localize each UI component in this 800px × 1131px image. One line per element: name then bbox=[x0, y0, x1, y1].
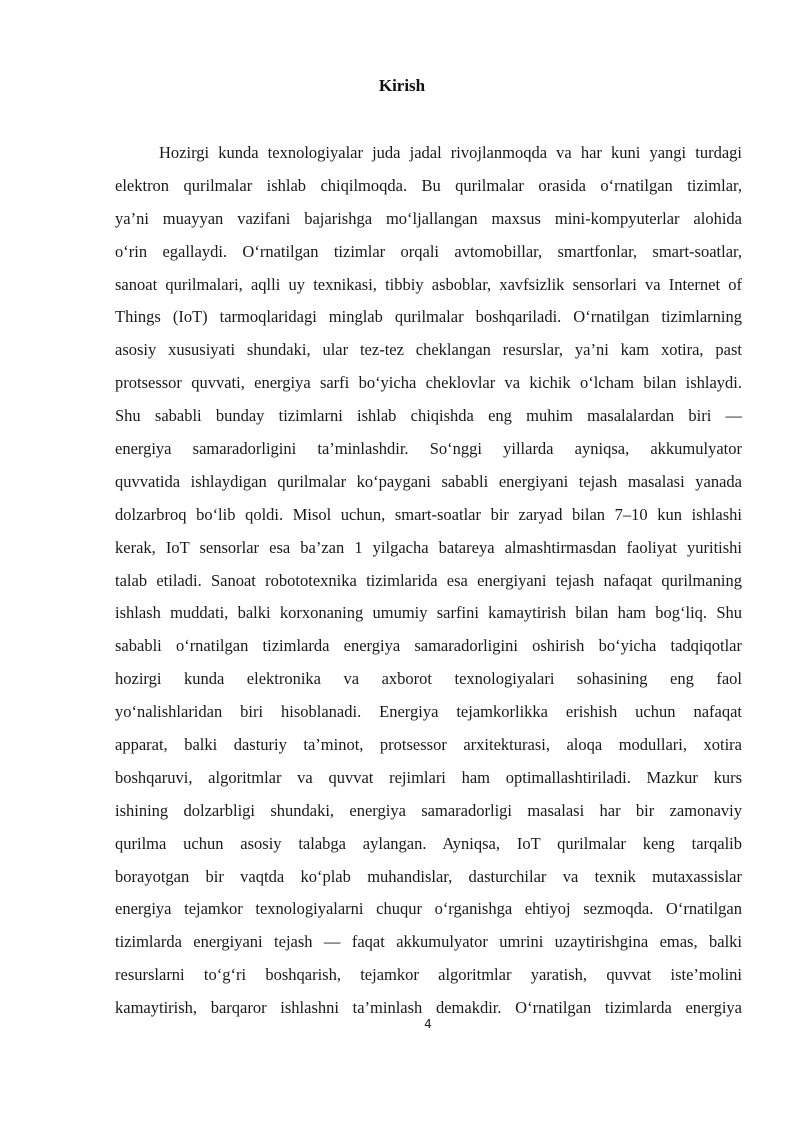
paragraph-line: energiya samaradorligini ta’minlashdir. So‘nggi yillarda ayniqsa, akkumulyator bbox=[115, 439, 742, 459]
paragraph-line: tizimlarda energiyani tejash — faqat akkumulyator umrini uzaytirishgina emas, balki bbox=[115, 932, 742, 952]
paragraph-line: resurslarni to‘g‘ri boshqarish, tejamkor algoritmlar yaratish, quvvat iste’molini bbox=[115, 965, 742, 985]
paragraph-line: boshqaruvi, algoritmlar va quvvat rejimlari ham optimallashtiriladi. Mazkur kurs bbox=[115, 767, 742, 787]
paragraph-line: quvvatida ishlaydigan qurilmalar ko‘paygani sababli energiyani tejash masalasi yanada bbox=[115, 471, 742, 491]
body-paragraph bbox=[115, 137, 742, 1025]
paragraph-line: hozirgi kunda elektronika va axborot texnologiyalari sohasining eng faol bbox=[115, 669, 742, 689]
paragraph-line: ishining dolzarbligi shundaki, energiya samaradorligi masalasi har bir zamonaviy bbox=[115, 800, 742, 820]
paragraph-line: asosiy xususiyati shundaki, ular tez-tez cheklangan resurslar, ya’ni kam xotira, past bbox=[115, 340, 742, 360]
section-title: Kirish bbox=[378, 76, 426, 95]
paragraph-line: sababli o‘rnatilgan tizimlarda energiya samaradorligini oshirish bo‘yicha tadqiqotlar bbox=[115, 636, 742, 656]
paragraph-line: sanoat qurilmalari, aqlli uy texnikasi, tibbiy asboblar, xavfsizlik sensorlari va Internet of bbox=[115, 274, 742, 294]
paragraph-line: o‘rin egallaydi. O‘rnatilgan tizimlar orqali avtomobillar, smartfonlar, smart-soatlar, bbox=[115, 241, 742, 261]
paragraph-line: elektron qurilmalar ishlab chiqilmoqda. Bu qurilmalar orasida o‘rnatilgan tizimlar, bbox=[115, 175, 742, 195]
paragraph-line: ya’ni muayyan vazifani bajarishga mo‘ljallangan maxsus mini-kompyuterlar alohida bbox=[115, 208, 742, 228]
paragraph-line: talab etiladi. Sanoat robototexnika tizimlarida esa energiyani tejash nafaqat qurilmaning bbox=[115, 570, 742, 590]
paragraph-line: apparat, balki dasturiy ta’minot, protsessor arxitekturasi, aloqa modullari, xotira bbox=[115, 735, 742, 755]
paragraph-line: borayotgan bir vaqtda ko‘plab muhandislar, dasturchilar va texnik mutaxassislar bbox=[115, 866, 742, 886]
paragraph-line: Things (IoT) tarmoqlaridagi minglab qurilmalar boshqariladi. O‘rnatilgan tizimlarning bbox=[115, 307, 742, 327]
page-number: 4 bbox=[424, 1017, 432, 1031]
paragraph-line: Shu sababli bunday tizimlarni ishlab chiqishda eng muhim masalalardan biri — bbox=[115, 406, 742, 426]
paragraph-line: dolzarbroq bo‘lib qoldi. Misol uchun, smart-soatlar bir zaryad bilan 7–10 kun ishlashi bbox=[115, 504, 742, 524]
paragraph-line: protsessor quvvati, energiya sarfi bo‘yicha cheklovlar va kichik o‘lcham bilan ishlaydi. bbox=[115, 373, 742, 393]
paragraph-line: Hozirgi kunda texnologiyalar juda jadal rivojlanmoqda va har kuni yangi turdagi bbox=[159, 143, 742, 162]
paragraph-line: ishlash muddati, balki korxonaning umumiy sarfini kamaytirish bilan ham bog‘liq. Shu bbox=[115, 603, 742, 623]
paragraph-line: kerak, IoT sensorlar esa ba’zan 1 yilgacha batareya almashtirmasdan faoliyat yuritishi bbox=[115, 537, 742, 557]
paragraph-line: energiya tejamkor texnologiyalarni chuqur o‘rganishga ehtiyoj sezmoqda. O‘rnatilgan bbox=[115, 899, 742, 919]
paragraph-line: qurilma uchun asosiy talabga aylangan. Ayniqsa, IoT qurilmalar keng tarqalib bbox=[115, 833, 742, 853]
paragraph-line: kamaytirish, barqaror ishlashni ta’minlash demakdir. O‘rnatilgan tizimlarda energiya bbox=[115, 998, 742, 1018]
paragraph-line: yo‘nalishlaridan biri hisoblanadi. Energiya tejamkorlikka erishish uchun nafaqat bbox=[115, 702, 742, 722]
